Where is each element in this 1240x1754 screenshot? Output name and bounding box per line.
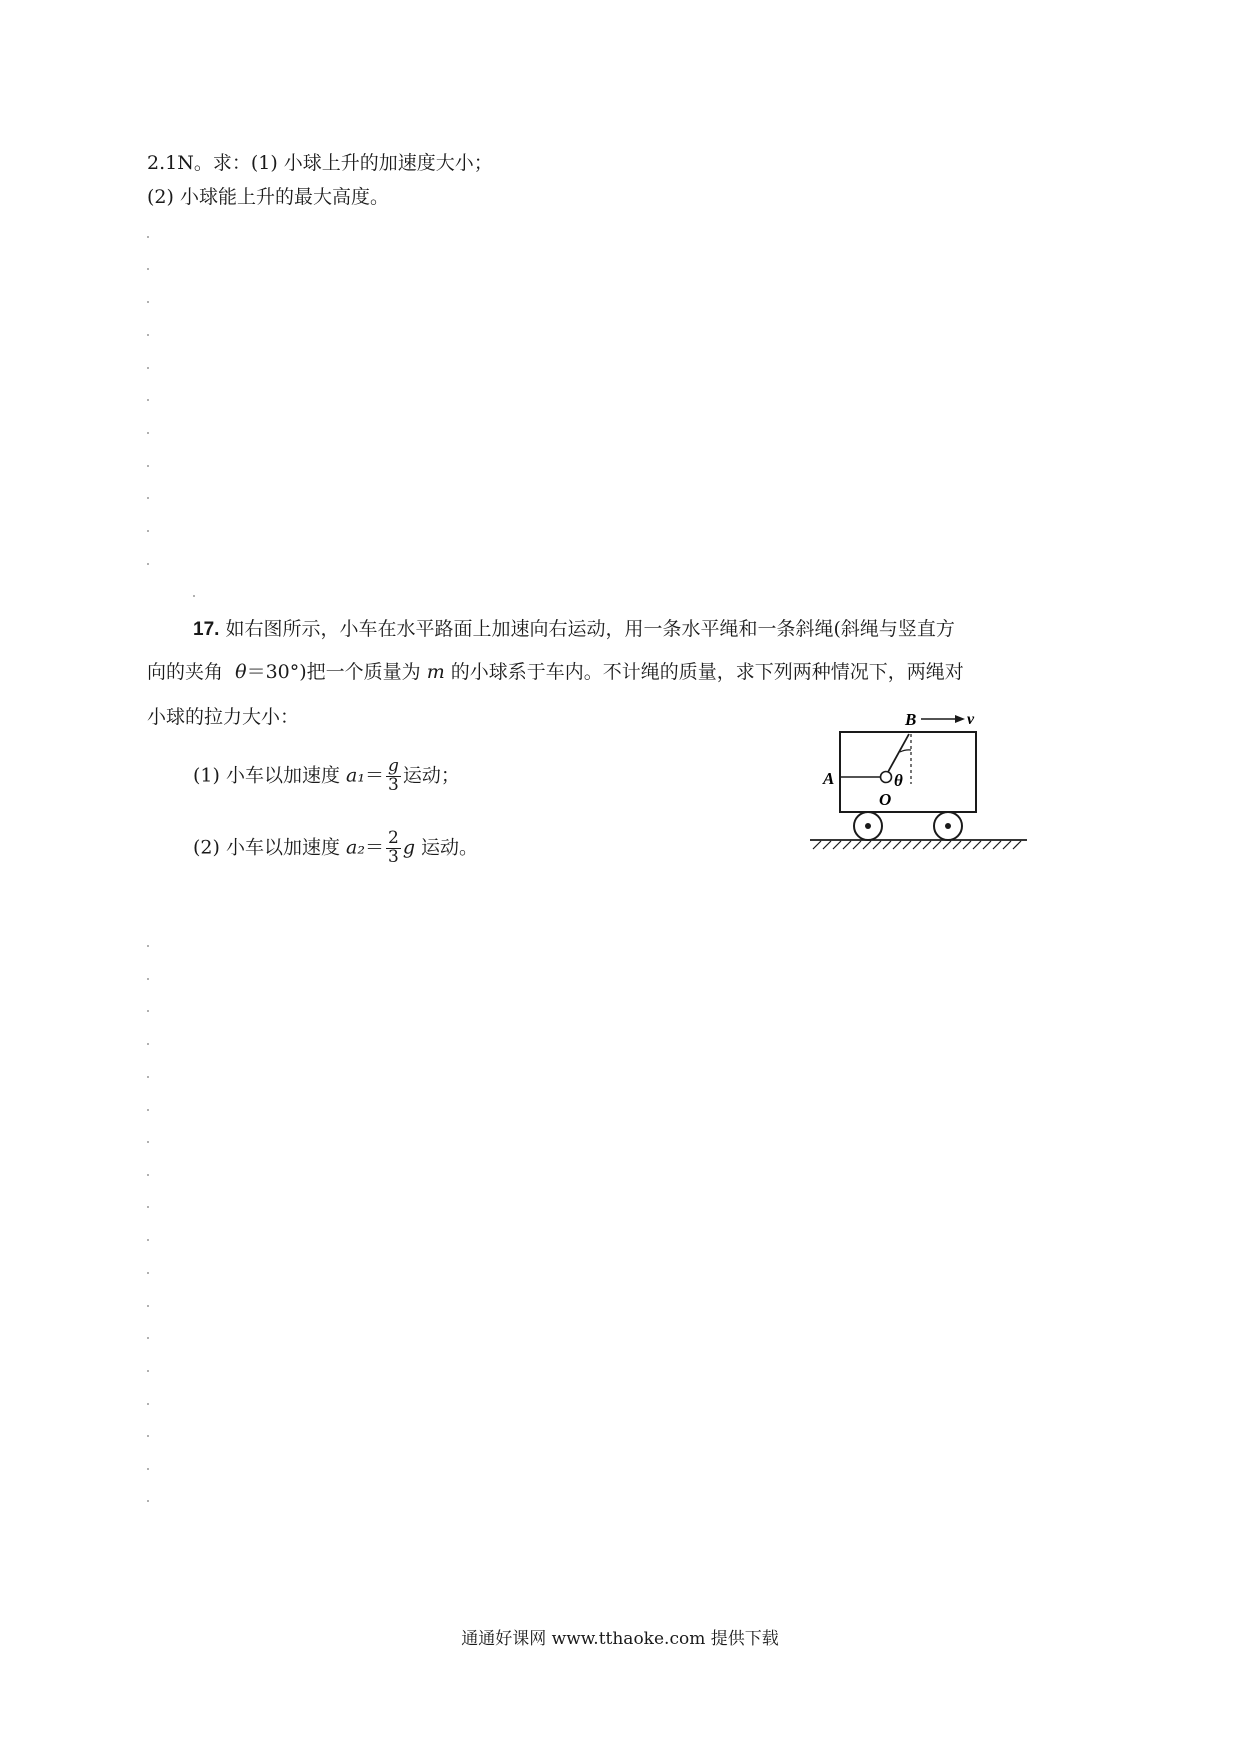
arrow-head xyxy=(955,715,965,723)
q17-stem-line-3: 小球的拉力大小： xyxy=(147,706,300,728)
angle-arc xyxy=(900,750,911,752)
label-theta: θ xyxy=(894,771,903,790)
prev-question-line-1: 2.1N。求：(1) 小球上升的加速度大小； xyxy=(147,152,493,174)
label-o: O xyxy=(879,790,892,809)
cart-diagram xyxy=(805,704,1040,859)
fraction: $\frac{g}{3}$ xyxy=(387,756,399,795)
ball xyxy=(881,772,892,783)
footer-source: 通通好课网 www.tthaoke.com 提供下载 xyxy=(461,1629,779,1649)
prev-question-line-2: (2) 小球能上升的最大高度。 xyxy=(147,186,389,208)
q17-part-1: (1) 小车以加速度 a₁＝ $\frac{g}{3}$ 运动； xyxy=(193,756,460,795)
q17-part-2: (2) 小车以加速度 a₂＝ $\frac{2}{3}$ g 运动。 xyxy=(193,828,479,867)
fraction: $\frac{2}{3}$ xyxy=(387,828,399,867)
label-a: A xyxy=(823,769,835,788)
cart-body xyxy=(840,732,976,812)
q17-stem-line-2: 向的夹角 θ＝30°)把一个质量为 m 的小球系于车内。不计绳的质量，求下列两种情况下，两绳对 xyxy=(147,661,964,683)
ground-hatching xyxy=(813,841,1021,849)
label-v: v xyxy=(967,711,975,728)
label-b: B xyxy=(905,710,917,729)
q17-stem-line-1: 17. 如右图所示，小车在水平路面上加速向右运动，用一条水平绳和一条斜绳(斜绳与竖直方 xyxy=(193,618,955,640)
question-number: 17. xyxy=(193,619,220,640)
slanted-rope xyxy=(888,734,909,772)
